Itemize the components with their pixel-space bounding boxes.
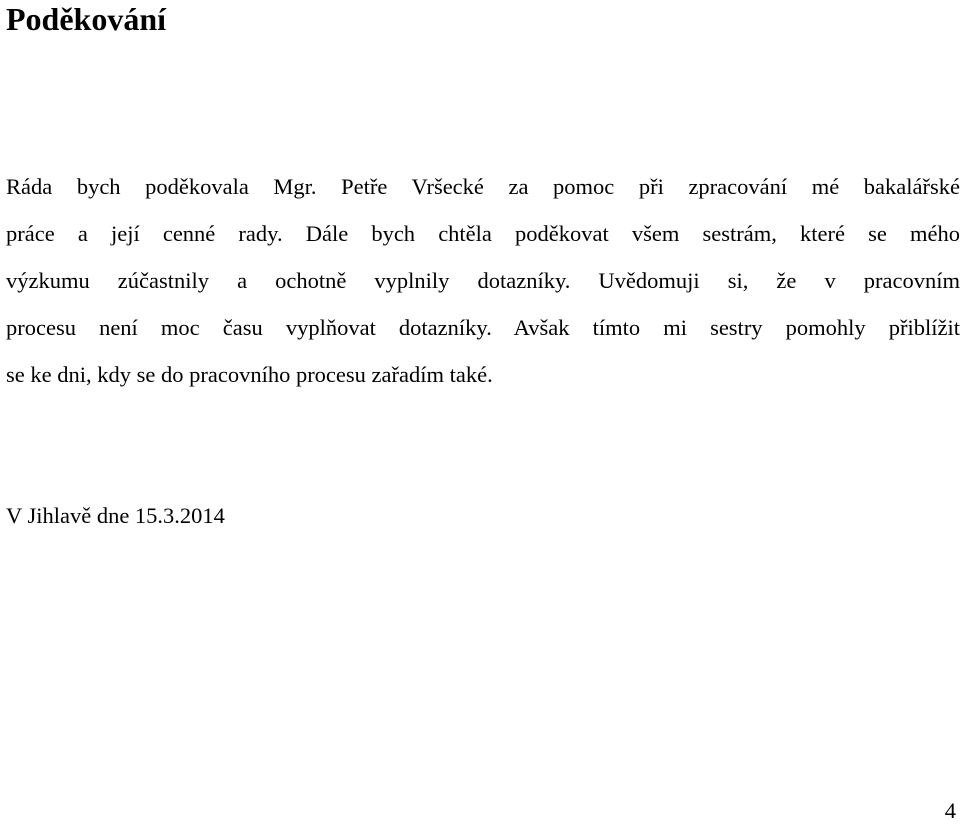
page-title: Poděkování xyxy=(6,1,167,37)
paragraph-line: Ráda bych poděkovala Mgr. Petře Vršecké za pomoc při zpracování mé bakalářské xyxy=(6,174,960,199)
paragraph-line: výzkumu zúčastnily a ochotně vyplnily dotazníky. Uvědomuji si, že v pracovním xyxy=(6,268,960,293)
paragraph-line: práce a její cenné rady. Dále bych chtěla poděkovat všem sestrám, které se mého xyxy=(6,221,960,246)
page-number: 4 xyxy=(944,798,956,823)
paragraph-line: procesu není moc času vyplňovat dotazníky. Avšak tímto mi sestry pomohly přiblížit xyxy=(6,315,960,340)
acknowledgement-paragraph xyxy=(6,163,960,398)
place-and-date: V Jihlavě dne 15.3.2014 xyxy=(6,503,225,528)
paragraph-line: se ke dni, kdy se do pracovního procesu zařadím také. xyxy=(6,362,493,387)
